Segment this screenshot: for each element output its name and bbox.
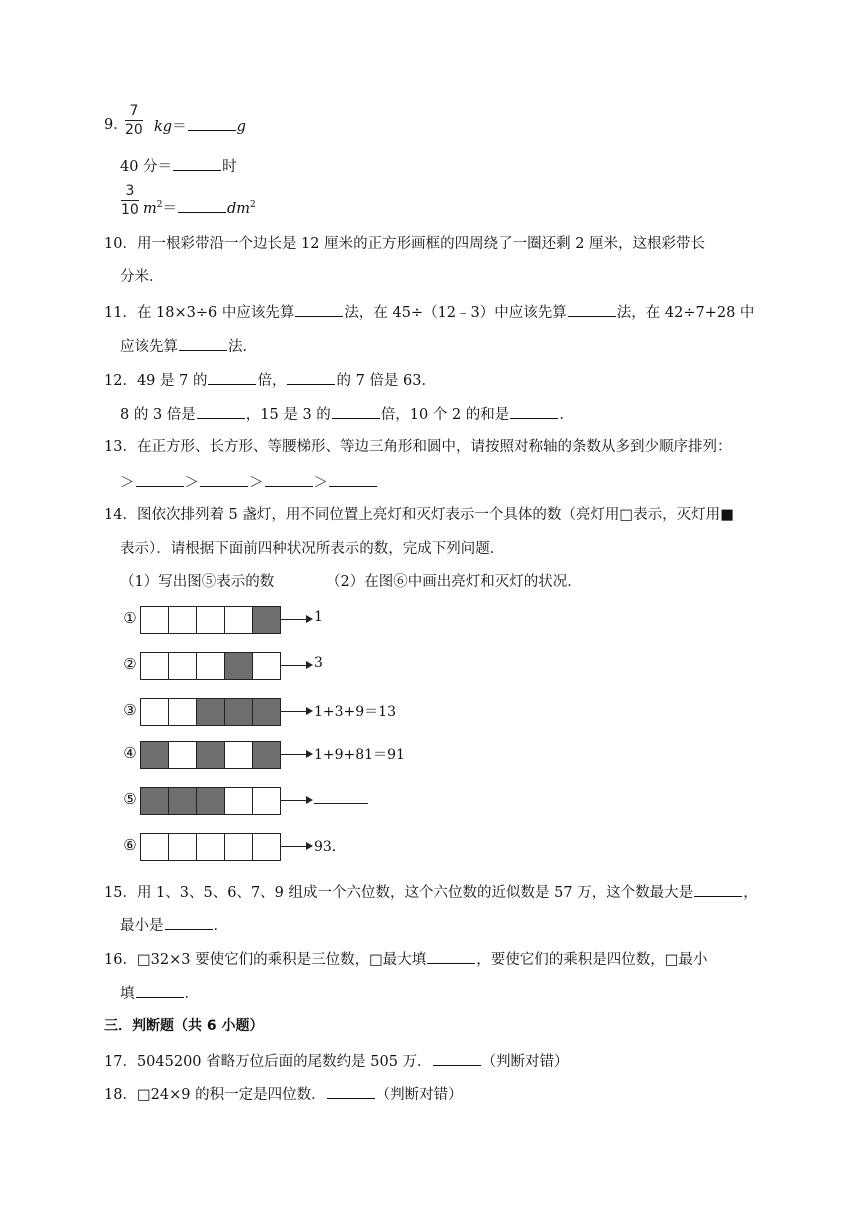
unit-m-superscript: 2	[156, 200, 163, 210]
lamp-on	[141, 607, 169, 633]
greater-than-sign: ＞	[313, 475, 328, 491]
q9-number: 9．	[104, 117, 128, 133]
q12-text-b: 倍，	[257, 373, 287, 389]
answer-blank-q13-2[interactable]	[200, 471, 248, 487]
greater-than-sign: ＞	[249, 475, 264, 491]
q9-line3	[143, 195, 256, 219]
unit-kg: kg	[154, 119, 173, 135]
q16-text-d: ．	[184, 986, 199, 1002]
lamp-on	[197, 653, 225, 679]
lamp-box-group	[140, 698, 281, 726]
lamp-off	[253, 742, 280, 768]
q11-text-a: 11．在 18×3÷6 中应该先算	[104, 305, 295, 321]
answer-blank-q13-4[interactable]	[329, 471, 377, 487]
fraction-bar	[125, 120, 143, 121]
q14-sub1: （1）写出图⑤表示的数	[120, 574, 275, 590]
q9-line2-left: 40 分＝	[120, 159, 173, 175]
lamp-off	[197, 788, 225, 814]
lamp-on	[141, 699, 169, 725]
q17-hint: （判断对错）	[481, 1054, 569, 1070]
q11-line2	[120, 335, 257, 357]
q11-text-b: 法，在 45÷（12﹣3）中应该先算	[344, 305, 567, 321]
lamp-on	[225, 607, 253, 633]
answer-blank-q9-3[interactable]	[178, 197, 226, 213]
q12-text-d: 8 的 3 倍是	[120, 407, 196, 423]
lamp-on	[253, 788, 280, 814]
q16-text-c: 填	[120, 986, 135, 1002]
lamp-on	[141, 653, 169, 679]
q10-line1: 10．用一根彩带沿一个边长是 12 厘米的正方形画框的四周绕了一圈还剩 2 厘米，这根彩带长	[104, 236, 706, 252]
q18-hint: （判断对错）	[375, 1087, 463, 1103]
q15-text-c: 最小是	[120, 918, 164, 934]
lamp-on	[169, 699, 197, 725]
q9-line2	[120, 155, 237, 177]
lamp-row-result: 1	[314, 609, 323, 625]
answer-blank-q12-5[interactable]	[510, 403, 558, 419]
q16-line1	[104, 948, 708, 970]
answer-blank-q15-1[interactable]	[694, 881, 742, 897]
arrow-right-icon	[281, 754, 311, 755]
q11-text-d: 应该先算	[120, 339, 178, 355]
lamp-on	[169, 742, 197, 768]
q11-line1	[104, 301, 754, 323]
fraction-7-20	[125, 103, 143, 138]
q14-line2: 表示）．请根据下面前四种状况所表示的数，完成下列问题．	[120, 541, 505, 557]
lamp-row-result: 1+9+81＝91	[314, 747, 405, 763]
lamp-off	[197, 742, 225, 768]
lamp-on[interactable]	[141, 834, 169, 860]
answer-blank-q14[interactable]	[314, 803, 368, 804]
lamp-off	[141, 788, 169, 814]
answer-blank-q9-2[interactable]	[173, 155, 221, 171]
lamp-row-label: ⑤	[123, 790, 137, 808]
q12-text-a: 12．49 是 7 的	[104, 373, 208, 389]
lamp-row-label: ③	[123, 701, 137, 719]
q17-line	[104, 1050, 569, 1072]
lamp-off	[253, 607, 280, 633]
q14-line1: 14．图依次排列着 5 盏灯，用不同位置上亮灯和灭灯表示一个具体的数（亮灯用□表示，灭灯用■	[104, 507, 734, 523]
fraction-numerator: 7	[129, 103, 139, 119]
lamp-on[interactable]	[169, 834, 197, 860]
answer-blank-q12-4[interactable]	[332, 403, 380, 419]
answer-blank-q15-2[interactable]	[165, 914, 213, 930]
unit-m: m	[143, 200, 157, 217]
q15-line2	[120, 914, 228, 936]
q12-text-f: 倍，10 个 2 的和是	[380, 407, 510, 423]
lamp-on	[253, 653, 280, 679]
q13-line1: 13．在正方形、长方形、等腰梯形、等边三角形和圆中，请按照对称轴的条数从多到少顺序排列：	[104, 439, 732, 455]
arrow-right-icon	[281, 711, 311, 712]
q16-text-a: 16．□32×3 要使它们的乘积是三位数，□最大填	[104, 952, 427, 968]
q18-line	[104, 1083, 463, 1105]
greater-than-sign: ＞	[120, 475, 135, 491]
lamp-on[interactable]	[197, 834, 225, 860]
equals-sign: ＝	[162, 200, 177, 217]
arrow-right-icon	[281, 665, 311, 666]
lamp-box-group	[140, 787, 281, 815]
unit-g: g	[236, 119, 246, 135]
arrow-right-icon	[281, 619, 311, 620]
q12-text-c: 的 7 倍是 63．	[336, 373, 436, 389]
greater-than-sign: ＞	[184, 475, 199, 491]
lamp-row-label: ①	[123, 609, 137, 627]
lamp-off	[253, 699, 280, 725]
q14-sub2: （2）在图⑥中画出亮灯和灭灯的状况．	[326, 574, 582, 590]
answer-blank-q11-1[interactable]	[295, 301, 343, 317]
lamp-row-result: 1+3+9＝13	[314, 704, 396, 720]
answer-blank-q12-1[interactable]	[208, 369, 256, 385]
answer-blank-q16-2[interactable]	[136, 982, 184, 998]
answer-blank-q18[interactable]	[327, 1083, 375, 1099]
answer-blank-q12-3[interactable]	[197, 403, 245, 419]
fraction-denominator: 10	[121, 202, 139, 218]
lamp-on	[197, 607, 225, 633]
q12-line2	[120, 403, 574, 425]
q11-text-c: 法，在 42÷7+28 中	[616, 305, 755, 321]
q15-line1	[104, 881, 758, 903]
fraction-numerator: 3	[125, 183, 135, 199]
lamp-box-group	[140, 606, 281, 634]
lamp-off	[169, 788, 197, 814]
q16-text-b: ，要使它们的乘积是四位数，□最小	[476, 952, 708, 968]
arrow-right-icon	[281, 846, 311, 847]
answer-blank-q17[interactable]	[433, 1050, 481, 1066]
equals-sign: ＝	[172, 119, 187, 135]
arrow-right-icon	[281, 800, 311, 801]
q16-line2	[120, 982, 199, 1004]
unit-dm: dm	[226, 200, 251, 217]
lamp-on	[169, 607, 197, 633]
q9-line2-right: 时	[222, 159, 237, 175]
q15-text-b: ，	[743, 885, 758, 901]
section-heading-judgment: 三．判断题（共 6 小题）	[104, 1018, 264, 1034]
unit-dm-superscript: 2	[250, 200, 256, 210]
q10-line2: 分米．	[120, 269, 164, 285]
lamp-box-group	[140, 741, 281, 769]
lamp-off	[141, 742, 169, 768]
lamp-off	[197, 699, 225, 725]
lamp-row-result: 93．	[314, 839, 346, 855]
answer-blank-q13-3[interactable]	[265, 471, 313, 487]
lamp-row-label: ⑥	[123, 836, 137, 854]
answer-blank-q11-2[interactable]	[568, 301, 616, 317]
lamp-box-group	[140, 652, 281, 680]
q17-text: 17．5045200 省略万位后面的尾数约是 505 万．	[104, 1054, 432, 1070]
lamp-on[interactable]	[225, 834, 253, 860]
q15-text-a: 15．用 1、3、5、6、7、9 组成一个六位数，这个六位数的近似数是 57 万，这个数最大是	[104, 885, 694, 901]
q12-text-g: ．	[559, 407, 574, 423]
q12-line1	[104, 369, 436, 391]
lamp-on	[225, 742, 253, 768]
lamp-on[interactable]	[253, 834, 280, 860]
q13-line2	[120, 471, 378, 493]
answer-blank-q16-1[interactable]	[427, 948, 475, 964]
lamp-off	[225, 699, 253, 725]
fraction-denominator: 20	[125, 122, 143, 138]
lamp-on	[225, 788, 253, 814]
q9-line1	[154, 115, 246, 137]
answer-blank-q9-1[interactable]	[188, 115, 236, 131]
answer-blank-q12-2[interactable]	[287, 369, 335, 385]
lamp-box-group	[140, 833, 281, 861]
lamp-row-result: 3	[314, 655, 323, 671]
fraction-3-10	[121, 183, 139, 218]
q11-text-e: 法．	[228, 339, 257, 355]
lamp-row-label: ②	[123, 655, 137, 673]
q18-text: 18．□24×9 的积一定是四位数．	[104, 1087, 326, 1103]
q12-text-e: ，15 是 3 的	[245, 407, 331, 423]
answer-blank-q13-1[interactable]	[136, 471, 184, 487]
q15-text-d: ．	[213, 918, 228, 934]
lamp-on	[169, 653, 197, 679]
answer-blank-q11-3[interactable]	[179, 335, 227, 351]
lamp-row-label: ④	[123, 744, 137, 762]
lamp-off	[225, 653, 253, 679]
fraction-bar	[121, 200, 139, 201]
